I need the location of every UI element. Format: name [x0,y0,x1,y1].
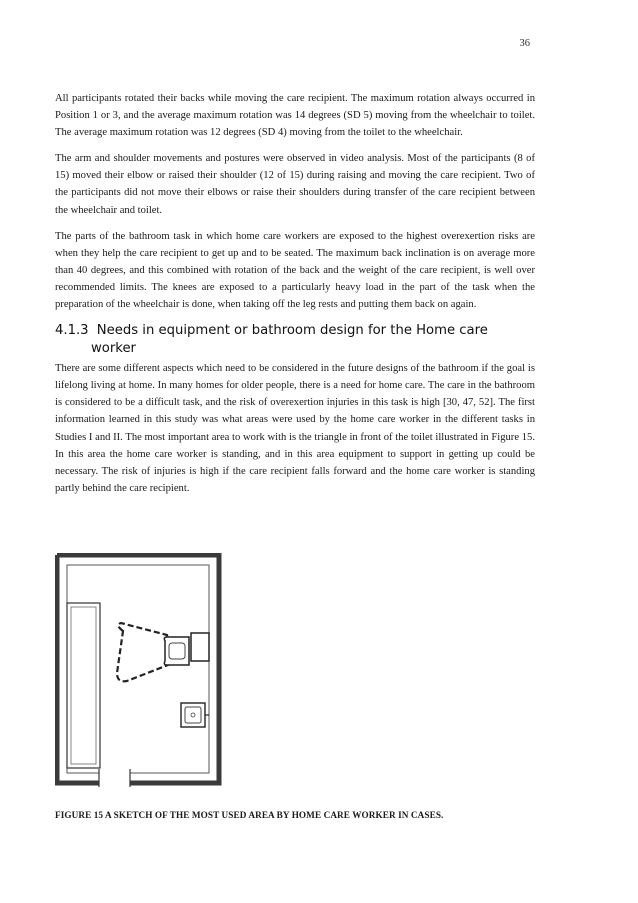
paragraph-overexertion: The parts of the bathroom task in which home care workers are exposed to the highest overexertion risks are when they help the care recipient to get up and to be seated. The maximum back inclination is on average more than 40 degrees, and this combined with rotation of the back and the weight of the care recipient, is well over recommended limits. The knees are exposed to a particularly heavy load in the part of the task when the preparation of the wheelchair is done, when taking off the leg rests and putting them back on again. [55,230,535,311]
body-text [55,90,535,506]
section-number: 4.1.3 [55,323,89,339]
inner-wall-line [67,565,209,773]
bathroom-sketch [55,553,225,789]
bathroom-walls [57,555,219,783]
paragraph-arm-shoulder: The arm and shoulder movements and postures were observed in video analysis. Most of the participants (8 of 15) moved their elbow or raised their shoulder (12 of 15) during raising and moving the care recipient. Two of the participants did not move their elbows or raise their shoulders during transfer of the care recipient between the wheelchair and toilet. [55,153,535,216]
paragraph-section-needs: There are some different aspects which need to be considered in the future designs of the bathroom if the goal is lifelong living at home. In many homes for older people, there is a need for home care. The care in the bathroom is considered to be a difficult task, and the risk of overexertion injuries in this task is high [30, 47, 52]. The first information learned in this study was what areas were used by the home care worker in the different tasks in Studies I and II. The most important area to work with is the triangle in front of the toilet illustrated in Figure 15. In this area the home care worker is standing, and in this area equipment to support in getting up could be necessary. The risk of injuries is high if the care recipient falls forward and the home care worker is standing partly behind the care recipient. [55,363,535,494]
figure-caption: FIGURE 15 A SKETCH OF THE MOST USED AREA BY HOME CARE WORKER IN CASES. [55,810,444,820]
section-heading [55,322,535,358]
paragraph-rotation: All participants rotated their backs while moving the care recipient. The maximum rotation always occurred in Position 1 or 3, and the average maximum rotation was 14 degrees (SD 5) moving from the wheelchair to toilet. The average maximum rotation was 12 degrees (SD 4) moving from the toilet to the wheelchair. [55,93,535,139]
page-number: 36 [519,38,530,49]
toilet-tank [191,633,209,661]
bathroom-sketch-figure [55,553,225,789]
shower-cabinet [67,603,100,768]
door-opening [99,769,130,787]
section-title-line1: Needs in equipment or bathroom design for the Home care [96,323,488,339]
section-title-line2: worker [91,341,136,357]
